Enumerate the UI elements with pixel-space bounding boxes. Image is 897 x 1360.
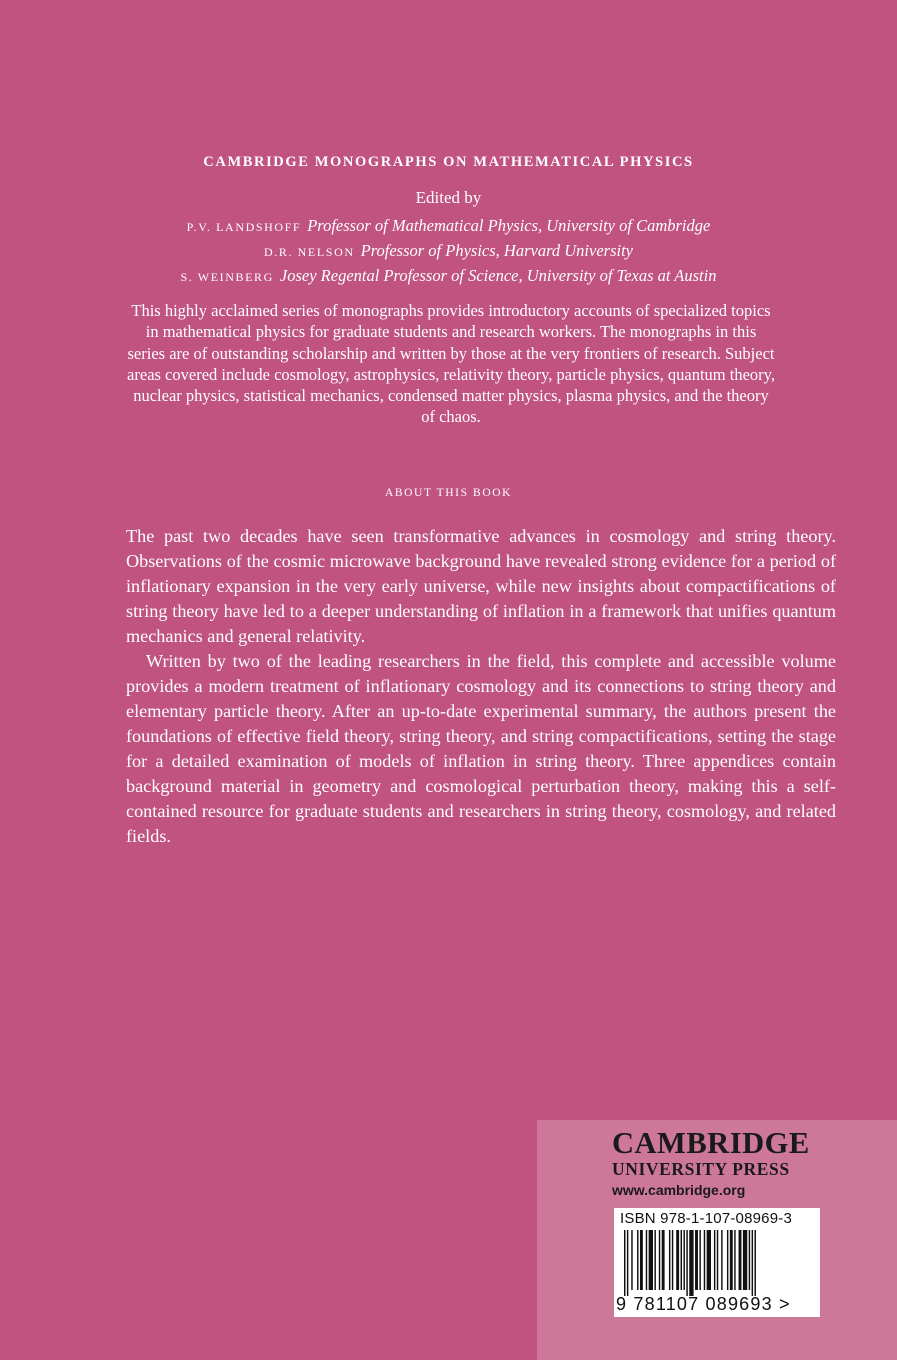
editor-nelson [0, 239, 897, 264]
editor-role: Professor of Physics, Harvard University [360, 241, 633, 260]
publisher-logo-name: CAMBRIDGE [612, 1126, 810, 1160]
editor-name: P.V. LANDSHOFF [186, 220, 302, 234]
publisher-url: www.cambridge.org [612, 1182, 746, 1198]
editor-role: Professor of Mathematical Physics, University of Cambridge [307, 216, 711, 235]
barcode-digits: 9 781107 089693 > [616, 1294, 791, 1314]
editor-weinberg [0, 264, 897, 289]
about-body [126, 524, 836, 849]
series-description: This highly acclaimed series of monographs provides introductory accounts of specialized topics in mathematical physics for graduate students and research workers. The monographs in this series are of outstanding scholarship and written by those at the very frontiers of research. Subject areas covered include cosmology, astrophysics, relativity theory, particle physics, quantum theory, nuclear physics, statistical mechanics, condensed matter physics, plasma physics, and the theory of chaos. [127, 301, 775, 427]
editors-list [0, 214, 897, 289]
editor-name: S. WEINBERG [180, 270, 274, 284]
barcode-panel [614, 1208, 820, 1317]
about-paragraph: Written by two of the leading researchers in the field, this complete and accessible volume provides a modern treatment of inflationary cosmology and its connections to string theory and elementary particle theory. After an up-to-date experimental summary, the authors present the foundations of effective field theory, string theory, and string compactifications, setting the stage for a detailed examination of models of inflation in string theory. Three appendices contain background material in geometry and cosmological perturbation theory, making this a self-contained resource for graduate students and researchers in string theory, cosmology, and related fields. [126, 651, 836, 846]
isbn-label: ISBN 978-1-107-08969-3 [620, 1210, 793, 1227]
series-title: CAMBRIDGE MONOGRAPHS ON MATHEMATICAL PHYSICS [203, 154, 694, 170]
publisher-logo-press: UNIVERSITY PRESS [612, 1159, 790, 1179]
editor-landshoff [0, 214, 897, 239]
editor-name: D.R. NELSON [264, 245, 355, 259]
editor-role: Josey Regental Professor of Science, University of Texas at Austin [279, 266, 717, 285]
about-heading: ABOUT THIS BOOK [384, 487, 513, 499]
edited-by-label: Edited by [415, 188, 482, 207]
barcode-icon [624, 1230, 810, 1296]
about-paragraph: The past two decades have seen transformative advances in cosmology and string theory. Observations of the cosmic microwave background have revealed strong evidence for a period of inflationary expansion in the very early universe, while new insights about compactifications of string theory have led to a deeper understanding of inflation in a framework that unifies quantum mechanics and general relativity. [126, 526, 836, 646]
